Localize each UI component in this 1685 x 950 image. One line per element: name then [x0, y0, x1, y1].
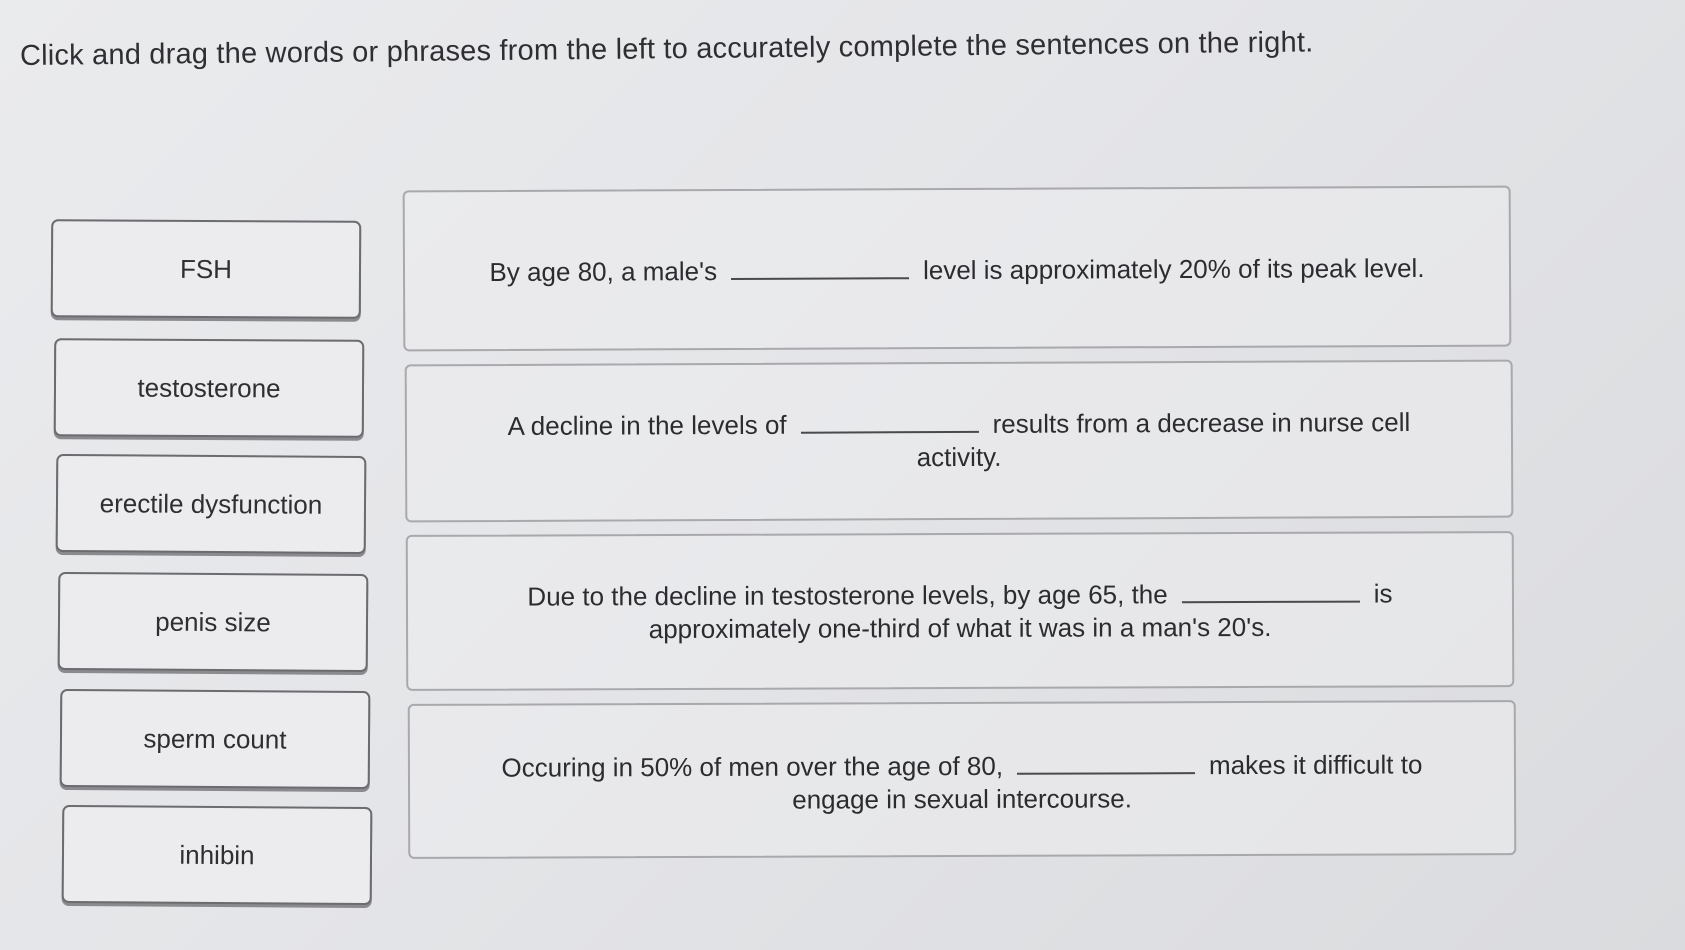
- blank-3[interactable]: [1182, 579, 1360, 604]
- sentence-1-before: By age 80, a male's: [489, 256, 718, 288]
- sentence-2-before: A decline in the levels of: [507, 409, 787, 441]
- chip-label: erectile dysfunction: [99, 487, 323, 520]
- sentence-drop-zone-1[interactable]: [403, 186, 1512, 352]
- sentence-drop-zone-4[interactable]: [408, 700, 1517, 859]
- blank-4[interactable]: [1017, 750, 1195, 775]
- sentence-2-after: results from a decrease in nurse cell activity.: [916, 407, 1411, 473]
- sentence-3-before: Due to the decline in testosterone levels, by age 65, the: [527, 579, 1168, 612]
- sentence-1-after: level is approximately 20% of its peak level.: [922, 252, 1425, 286]
- drag-chip-inhibin[interactable]: [62, 805, 373, 905]
- sentence-3-after: is approximately one-third of what it was in a man's 20's.: [648, 578, 1393, 645]
- word-bank: [0, 0, 400, 950]
- instructions-text: Click and drag the words or phrases from the left to accurately complete the sentences on the right.: [19, 26, 1314, 72]
- chip-label: penis size: [155, 606, 271, 637]
- sentence-drop-zone-3[interactable]: [406, 531, 1515, 691]
- chip-label: inhibin: [179, 839, 255, 870]
- sentence-4-after: makes it difficult to engage in sexual intercourse.: [792, 749, 1423, 815]
- blank-1[interactable]: [731, 255, 909, 280]
- sentence-4-before: Occuring in 50% of men over the age of 80,: [501, 750, 1004, 783]
- chip-label: FSH: [179, 253, 233, 284]
- drag-chip-erectile-dysfunction[interactable]: [56, 454, 367, 554]
- chip-label: sperm count: [143, 723, 287, 754]
- drag-chip-testosterone[interactable]: [54, 338, 365, 438]
- drag-chip-penis-size[interactable]: [58, 572, 369, 672]
- blank-2[interactable]: [801, 409, 979, 434]
- sentence-drop-zone-2[interactable]: [405, 360, 1514, 523]
- drag-chip-fsh[interactable]: [51, 219, 362, 319]
- chip-label: testosterone: [137, 372, 281, 403]
- drag-chip-sperm-count[interactable]: [60, 689, 371, 789]
